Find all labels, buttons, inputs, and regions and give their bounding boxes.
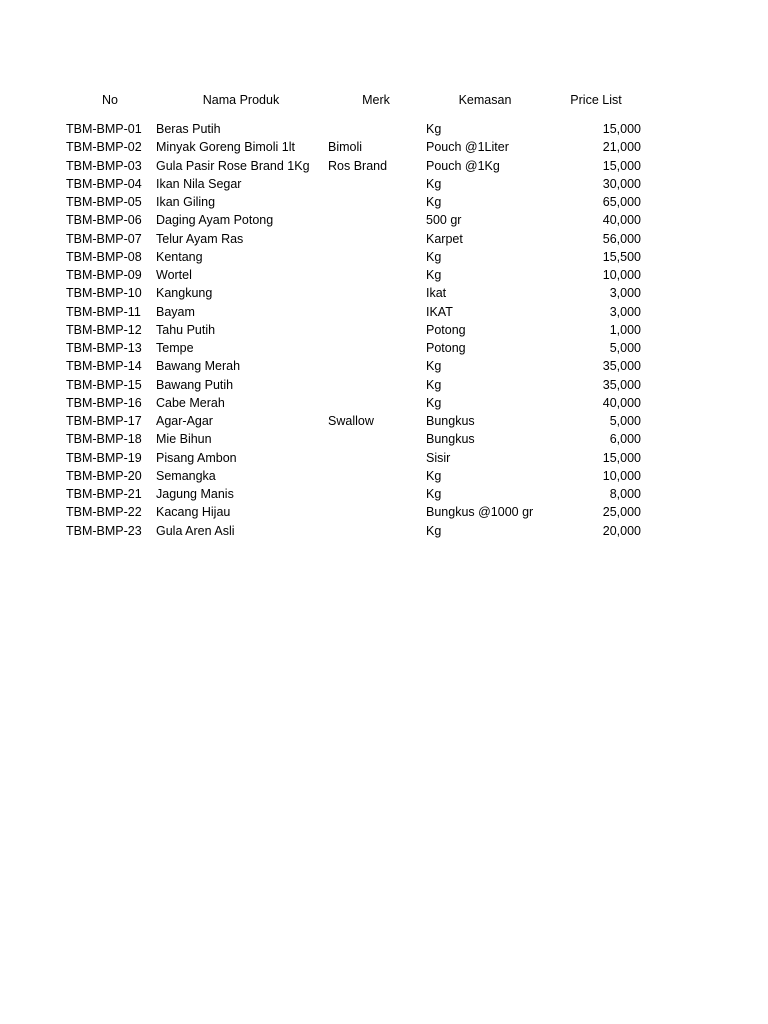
cell-price: 40,000 xyxy=(602,396,641,410)
cell-merk: Swallow xyxy=(328,414,374,428)
cell-price: 15,000 xyxy=(602,451,641,465)
cell-kemasan: Bungkus @1000 gr xyxy=(426,505,534,519)
cell-price: 5,000 xyxy=(609,341,641,355)
table-row xyxy=(0,394,768,412)
cell-price: 21,000 xyxy=(602,140,641,154)
cell-kemasan: Pouch @1Kg xyxy=(426,159,500,173)
cell-nama-produk: Pisang Ambon xyxy=(156,451,237,465)
cell-price: 25,000 xyxy=(602,505,641,519)
cell-kemasan: Potong xyxy=(426,323,466,337)
cell-no: TBM-BMP-12 xyxy=(66,323,142,337)
cell-nama-produk: Minyak Goreng Bimoli 1lt xyxy=(156,140,295,154)
table-row xyxy=(0,175,768,193)
cell-no: TBM-BMP-08 xyxy=(66,250,142,264)
cell-kemasan: Kg xyxy=(426,268,442,282)
cell-no: TBM-BMP-04 xyxy=(66,177,142,191)
table-row xyxy=(0,339,768,357)
header-merk: Merk xyxy=(362,93,390,107)
cell-price: 8,000 xyxy=(609,487,641,501)
table-row xyxy=(0,467,768,485)
cell-nama-produk: Mie Bihun xyxy=(156,432,212,446)
cell-no: TBM-BMP-17 xyxy=(66,414,142,428)
cell-kemasan: Kg xyxy=(426,195,442,209)
cell-no: TBM-BMP-01 xyxy=(66,122,142,136)
table-header xyxy=(0,91,768,109)
cell-no: TBM-BMP-06 xyxy=(66,213,142,227)
cell-no: TBM-BMP-10 xyxy=(66,286,142,300)
cell-nama-produk: Kangkung xyxy=(156,286,213,300)
cell-kemasan: IKAT xyxy=(426,305,453,319)
cell-kemasan: Sisir xyxy=(426,451,451,465)
table-row xyxy=(0,449,768,467)
cell-no: TBM-BMP-13 xyxy=(66,341,142,355)
table-row xyxy=(0,193,768,211)
cell-no: TBM-BMP-05 xyxy=(66,195,142,209)
cell-kemasan: Bungkus xyxy=(426,414,475,428)
cell-kemasan: Kg xyxy=(426,122,442,136)
cell-kemasan: Kg xyxy=(426,396,442,410)
cell-nama-produk: Bawang Merah xyxy=(156,359,241,373)
table-row xyxy=(0,522,768,540)
table-row xyxy=(0,376,768,394)
cell-kemasan: Kg xyxy=(426,250,442,264)
table-row xyxy=(0,138,768,156)
table-row xyxy=(0,120,768,138)
table-row xyxy=(0,266,768,284)
cell-kemasan: Kg xyxy=(426,378,442,392)
cell-price: 3,000 xyxy=(609,286,641,300)
cell-kemasan: Kg xyxy=(426,469,442,483)
cell-nama-produk: Kentang xyxy=(156,250,203,264)
cell-nama-produk: Bawang Putih xyxy=(156,378,234,392)
table-row xyxy=(0,303,768,321)
cell-no: TBM-BMP-15 xyxy=(66,378,142,392)
cell-kemasan: Kg xyxy=(426,524,442,538)
cell-price: 35,000 xyxy=(602,359,641,373)
cell-nama-produk: Ikan Nila Segar xyxy=(156,177,242,191)
cell-no: TBM-BMP-07 xyxy=(66,232,142,246)
table-row xyxy=(0,321,768,339)
cell-price: 6,000 xyxy=(609,432,641,446)
cell-no: TBM-BMP-14 xyxy=(66,359,142,373)
cell-no: TBM-BMP-18 xyxy=(66,432,142,446)
cell-kemasan: Potong xyxy=(426,341,466,355)
header-no: No xyxy=(102,93,118,107)
table-row xyxy=(0,284,768,302)
cell-nama-produk: Bayam xyxy=(156,305,195,319)
cell-kemasan: Karpet xyxy=(426,232,463,246)
cell-no: TBM-BMP-11 xyxy=(66,305,141,319)
table-row xyxy=(0,357,768,375)
table-row xyxy=(0,248,768,266)
cell-nama-produk: Beras Putih xyxy=(156,122,221,136)
cell-price: 56,000 xyxy=(602,232,641,246)
cell-nama-produk: Telur Ayam Ras xyxy=(156,232,244,246)
cell-nama-produk: Wortel xyxy=(156,268,192,282)
table-row xyxy=(0,211,768,229)
cell-nama-produk: Daging Ayam Potong xyxy=(156,213,274,227)
cell-no: TBM-BMP-19 xyxy=(66,451,142,465)
cell-price: 35,000 xyxy=(602,378,641,392)
cell-nama-produk: Gula Aren Asli xyxy=(156,524,235,538)
cell-kemasan: Kg xyxy=(426,177,442,191)
cell-kemasan: 500 gr xyxy=(426,213,462,227)
header-price-list: Price List xyxy=(570,93,622,107)
cell-nama-produk: Kacang Hijau xyxy=(156,505,231,519)
cell-nama-produk: Tahu Putih xyxy=(156,323,216,337)
cell-price: 30,000 xyxy=(602,177,641,191)
cell-nama-produk: Tempe xyxy=(156,341,194,355)
table-row xyxy=(0,230,768,248)
cell-price: 10,000 xyxy=(602,469,641,483)
cell-no: TBM-BMP-20 xyxy=(66,469,142,483)
cell-kemasan: Ikat xyxy=(426,286,447,300)
cell-price: 20,000 xyxy=(602,524,641,538)
table-row xyxy=(0,485,768,503)
cell-no: TBM-BMP-03 xyxy=(66,159,142,173)
cell-price: 1,000 xyxy=(609,323,641,337)
cell-no: TBM-BMP-02 xyxy=(66,140,142,154)
cell-kemasan: Kg xyxy=(426,359,442,373)
cell-nama-produk: Agar-Agar xyxy=(156,414,213,428)
cell-nama-produk: Gula Pasir Rose Brand 1Kg xyxy=(156,159,310,173)
cell-nama-produk: Semangka xyxy=(156,469,216,483)
cell-nama-produk: Cabe Merah xyxy=(156,396,225,410)
cell-price: 40,000 xyxy=(602,213,641,227)
cell-no: TBM-BMP-22 xyxy=(66,505,142,519)
cell-no: TBM-BMP-21 xyxy=(66,487,142,501)
cell-price: 15,000 xyxy=(602,159,641,173)
cell-kemasan: Pouch @1Liter xyxy=(426,140,509,154)
cell-no: TBM-BMP-16 xyxy=(66,396,142,410)
header-kemasan: Kemasan xyxy=(458,93,512,107)
cell-no: TBM-BMP-09 xyxy=(66,268,142,282)
cell-kemasan: Kg xyxy=(426,487,442,501)
table-row xyxy=(0,412,768,430)
cell-merk: Ros Brand xyxy=(328,159,388,173)
cell-nama-produk: Jagung Manis xyxy=(156,487,234,501)
table-row xyxy=(0,430,768,448)
cell-price: 65,000 xyxy=(602,195,641,209)
cell-price: 5,000 xyxy=(609,414,641,428)
cell-merk: Bimoli xyxy=(328,140,363,154)
cell-price: 10,000 xyxy=(602,268,641,282)
cell-nama-produk: Ikan Giling xyxy=(156,195,216,209)
cell-price: 15,500 xyxy=(602,250,641,264)
cell-kemasan: Bungkus xyxy=(426,432,475,446)
cell-price: 15,000 xyxy=(602,122,641,136)
header-nama-produk: Nama Produk xyxy=(202,93,280,107)
table-row xyxy=(0,503,768,521)
cell-price: 3,000 xyxy=(609,305,641,319)
cell-no: TBM-BMP-23 xyxy=(66,524,142,538)
table-row xyxy=(0,157,768,175)
